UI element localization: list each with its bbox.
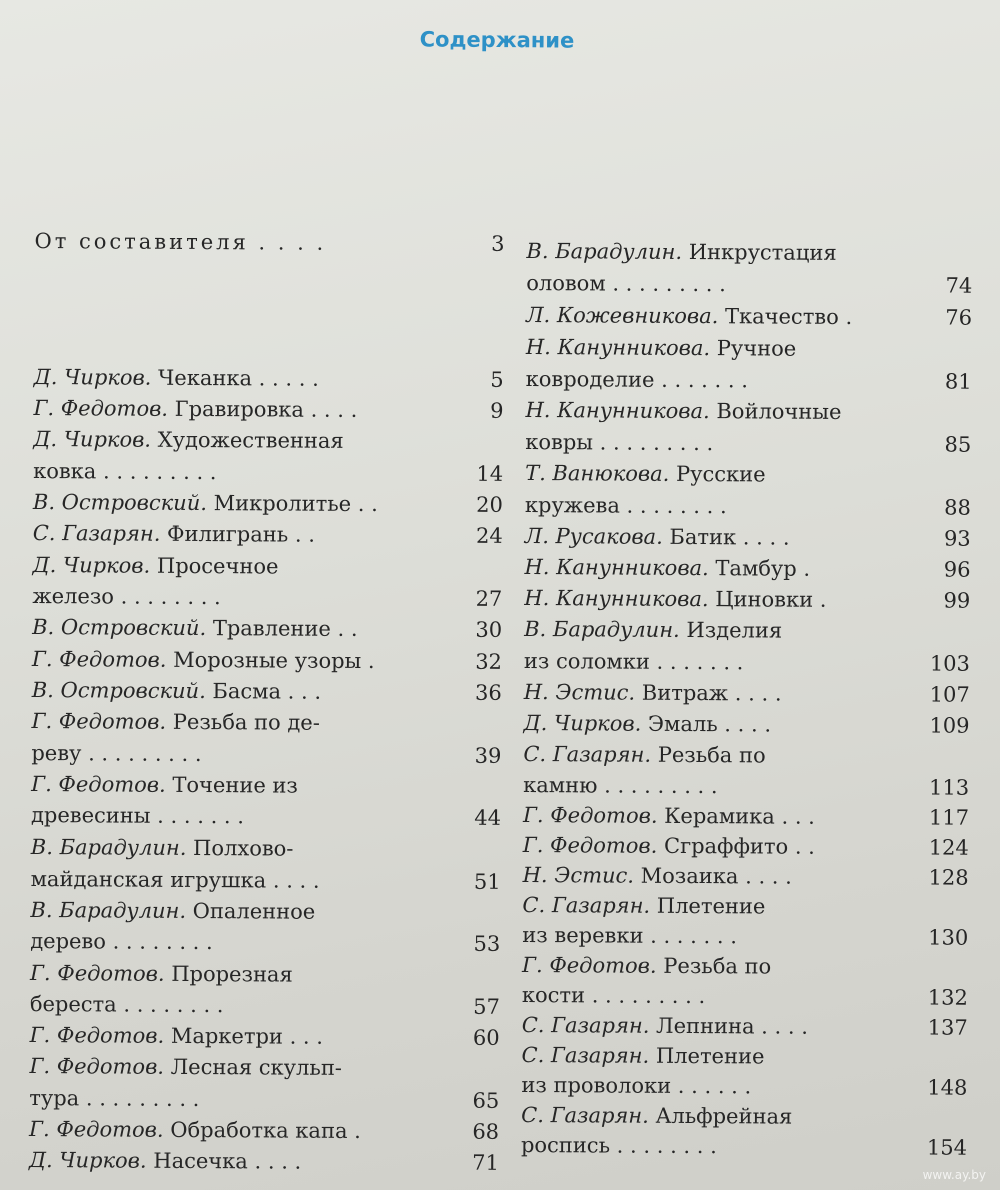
toc-entry xyxy=(29,1145,499,1178)
toc-entry xyxy=(33,487,503,520)
toc-entry-author: Н. Канунникова. xyxy=(524,554,709,581)
toc-entry-title: Художественная xyxy=(150,427,344,453)
toc-entry xyxy=(523,708,969,741)
toc-entry-title: тура . . . . . . . . . xyxy=(29,1085,200,1112)
toc-entry-page-number: 36 xyxy=(474,680,502,705)
toc-entry xyxy=(521,1100,967,1133)
toc-entry-author: Н. Канунникова. xyxy=(525,334,711,361)
toc-entry-page-number: 128 xyxy=(928,865,969,890)
toc-entry-page-number: 88 xyxy=(944,495,971,520)
toc-entry-title: Русские xyxy=(669,461,766,487)
toc-entry xyxy=(30,958,500,991)
toc-entry-author: В. Островский. xyxy=(32,614,207,641)
toc-entry xyxy=(526,332,972,365)
toc-entry-title: Витраж . . . . xyxy=(635,680,782,706)
toc-entry-title: Чеканка . . . . . xyxy=(151,365,319,391)
toc-entry-author: Г. Федотов. xyxy=(29,1053,165,1079)
toc-entry-title: Резьба по xyxy=(650,742,766,768)
toc-entry-page-number: 9 xyxy=(490,398,504,423)
toc-entry-title: Травление . . xyxy=(206,616,358,641)
toc-entry-page-number: 60 xyxy=(472,1025,500,1050)
toc-entry xyxy=(31,738,501,771)
toc-entry-page-number: 137 xyxy=(927,1015,968,1040)
toc-entry-title: Войлочные xyxy=(709,399,842,424)
toc-entry-title: Батик . . . . xyxy=(662,524,790,550)
watermark: www.ay.by xyxy=(922,1168,986,1182)
toc-entry-page-number: 113 xyxy=(929,775,970,800)
toc-entry xyxy=(29,1051,499,1084)
toc-entry-page-number: 5 xyxy=(490,367,504,392)
toc-entry xyxy=(522,890,968,923)
toc-entry-title: Эмаль . . . . xyxy=(641,711,772,737)
toc-entry-author: Л. Кожевникова. xyxy=(526,302,719,329)
toc-entry xyxy=(31,769,501,802)
toc-entry-title: Маркетри . . . xyxy=(164,1023,324,1049)
toc-entry-page-number: 109 xyxy=(929,713,970,738)
toc-entry xyxy=(33,393,503,426)
toc-entry-author: С. Газарян. xyxy=(521,1012,650,1038)
toc-entry-page-number: 103 xyxy=(929,651,971,676)
toc-entry-title: оловом . . . . . . . . . xyxy=(526,270,726,297)
toc-entry xyxy=(29,1083,499,1116)
toc-entry-title: Плетение xyxy=(650,893,766,919)
toc-entry-title: Резьба по xyxy=(656,953,772,979)
toc-entry xyxy=(521,1130,967,1163)
toc-entry-page-number: 96 xyxy=(943,557,971,582)
toc-entry-page-number: 3 xyxy=(491,231,505,256)
toc-entry-page-number: 117 xyxy=(928,805,970,830)
toc-entry-title: Изделия xyxy=(679,617,783,643)
toc-entry xyxy=(30,1020,500,1053)
toc-entry xyxy=(30,989,500,1022)
toc-entry-title: из соломки . . . . . . . xyxy=(523,648,744,675)
toc-entry xyxy=(33,456,503,489)
toc-entry-title: Альфрейная xyxy=(648,1103,793,1129)
toc-entry xyxy=(522,980,968,1013)
toc-entry-title: ковка . . . . . . . . . xyxy=(33,458,217,485)
toc-entry-author: Д. Чирков. xyxy=(33,364,152,390)
toc-entry-author: Н. Эстис. xyxy=(522,862,635,888)
toc-entry-page-number: 53 xyxy=(473,931,501,956)
toc-entry xyxy=(34,226,504,259)
toc-entry xyxy=(33,424,503,457)
toc-entry-title: ковры . . . . . . . . . xyxy=(525,429,714,456)
toc-entry-page-number: 148 xyxy=(927,1075,968,1100)
toc-entry-page-number: 27 xyxy=(475,586,503,611)
toc-entry-title: Точение из xyxy=(165,772,298,798)
toc-entry-author: С. Газарян. xyxy=(32,520,161,546)
toc-entry-title: Лесная скульп- xyxy=(163,1054,343,1080)
toc-entry-title: железо . . . . . . . . xyxy=(32,583,221,610)
toc-entry-title: Циновки . xyxy=(708,587,827,612)
toc-entry-title: Опаленное xyxy=(185,898,316,924)
toc-entry xyxy=(34,362,504,395)
toc-entry-author: В. Островский. xyxy=(32,489,208,516)
toc-entry-page-number: 132 xyxy=(927,985,968,1010)
toc-entry-author: Г. Федотов. xyxy=(522,832,658,858)
toc-entry xyxy=(524,614,970,647)
toc-entry xyxy=(32,612,502,645)
toc-entry xyxy=(524,646,970,679)
toc-entry xyxy=(524,583,970,616)
toc-entry xyxy=(523,739,969,772)
toc-entry-title: камню . . . . . . . . . xyxy=(523,772,718,799)
toc-entry xyxy=(32,581,502,614)
toc-entry-author: В. Барадулин. xyxy=(524,616,680,642)
toc-entry xyxy=(523,830,969,863)
toc-entry-page-number: 85 xyxy=(944,432,972,457)
toc-entry xyxy=(29,1114,499,1147)
toc-entry-page-number: 107 xyxy=(929,682,970,707)
toc-entry-author: Н. Канунникова. xyxy=(524,585,709,612)
toc-entry-page-number: 130 xyxy=(928,925,969,950)
toc-entry-author: Д. Чирков. xyxy=(32,552,151,578)
toc-entry xyxy=(30,926,500,959)
toc-entry-page-number: 99 xyxy=(943,588,971,613)
toc-entry xyxy=(32,644,502,677)
toc-entry-title: кружева . . . . . . . . xyxy=(524,492,727,519)
toc-entry-page-number: 71 xyxy=(472,1150,499,1175)
toc-entry-page-number: 39 xyxy=(474,743,502,768)
toc-entry-title: Сграффито . . xyxy=(657,833,815,859)
toc-entry xyxy=(523,800,969,833)
toc-entry-page-number: 20 xyxy=(476,492,503,517)
toc-entry xyxy=(31,800,501,833)
toc-right-column xyxy=(520,0,974,1160)
toc-entry-title: Полхово- xyxy=(186,835,294,861)
page-title: Содержание xyxy=(419,27,575,53)
toc-entry-page-number: 68 xyxy=(472,1119,500,1144)
toc-entry xyxy=(521,1040,967,1073)
toc-entry-title: Прорезная xyxy=(164,961,293,987)
toc-entry-author: Г. Федотов. xyxy=(522,952,657,978)
toc-entry-page-number: 51 xyxy=(473,869,501,894)
toc-entry-page-number: 154 xyxy=(926,1135,968,1160)
toc-entry xyxy=(32,675,502,708)
toc-entry-title: ковроделие . . . . . . . xyxy=(525,366,749,393)
toc-entry xyxy=(31,864,501,897)
toc-entry-author: Г. Федотов. xyxy=(33,395,169,421)
toc-entry-author: Н. Эстис. xyxy=(523,679,636,705)
toc-entry xyxy=(525,490,971,523)
toc-entry-title: Ручное xyxy=(710,336,797,361)
toc-entry-title: От составителя . . . . xyxy=(34,228,327,255)
toc-entry xyxy=(525,395,971,428)
toc-entry xyxy=(522,950,968,983)
toc-entry-title: Ткачество . xyxy=(718,304,853,329)
toc-entry xyxy=(526,364,972,397)
toc-entry-title: древесины . . . . . . . xyxy=(30,802,245,829)
toc-entry-author: Г. Федотов. xyxy=(31,771,166,797)
toc-entry-title: дерево . . . . . . . . xyxy=(30,928,213,955)
toc-entry-page-number: 65 xyxy=(472,1088,500,1113)
toc-entry-author: Г. Федотов. xyxy=(29,1022,165,1048)
toc-entry-author: Г. Федотов. xyxy=(31,708,167,734)
toc-entry-title: Гравировка . . . . xyxy=(167,396,358,422)
toc-entry-title: Микролитье . . xyxy=(206,491,378,517)
toc-entry-author: Г. Федотов. xyxy=(29,1116,164,1142)
toc-entry-title: Резьба по де- xyxy=(166,709,320,735)
toc-entry-author: В. Барадулин. xyxy=(526,238,683,264)
toc-entry-title: Плетение xyxy=(649,1043,765,1069)
toc-entry xyxy=(526,236,972,269)
toc-entry-page-number: 57 xyxy=(473,994,500,1019)
toc-entry-page-number: 124 xyxy=(928,835,969,860)
toc-entry-author: Г. Федотов. xyxy=(31,646,167,672)
toc-entry-title: реву . . . . . . . . . xyxy=(31,740,202,767)
toc-entry xyxy=(31,832,501,865)
toc-entry-title: Просечное xyxy=(150,553,279,579)
toc-entry-page-number: 81 xyxy=(944,369,972,394)
toc-entry-page-number: 30 xyxy=(475,617,503,642)
toc-entry-title: Филигрань . . xyxy=(160,521,316,547)
toc-entry xyxy=(526,268,972,301)
toc-entry-title: Морозные узоры . xyxy=(166,647,375,674)
toc-entry-title: Обработка капа . xyxy=(163,1117,361,1144)
toc-entry-author: В. Островский. xyxy=(31,677,206,704)
toc-entry-page-number: 44 xyxy=(474,805,502,830)
toc-entry-title: майданская игрушка . . . . xyxy=(30,866,320,893)
toc-entry-title: Инкрустация xyxy=(681,239,837,265)
toc-entry-author: Н. Канунникова. xyxy=(525,397,710,424)
toc-entry-author: С. Газарян. xyxy=(521,1102,649,1128)
toc-entry-page-number: 32 xyxy=(475,649,503,674)
toc-entry-title: Лепнина . . . . xyxy=(649,1013,809,1039)
toc-entry xyxy=(524,677,970,710)
toc-entry-author: В. Барадулин. xyxy=(30,834,187,860)
toc-entry-author: С. Газарян. xyxy=(523,741,652,767)
toc-entry-title: кости . . . . . . . . . xyxy=(521,982,706,1009)
toc-entry-author: Д. Чирков. xyxy=(33,426,152,452)
toc-entry xyxy=(522,1010,968,1043)
toc-entry-author: Г. Федотов. xyxy=(29,960,165,986)
toc-entry xyxy=(525,427,971,460)
toc-entry-author: В. Барадулин. xyxy=(30,897,187,923)
toc-entry xyxy=(32,550,502,583)
toc-entry xyxy=(32,706,502,739)
toc-entry-title: Мозаика . . . . xyxy=(633,863,792,889)
toc-entry-page-number: 24 xyxy=(475,523,503,548)
toc-entry-page-number: 14 xyxy=(476,461,504,486)
toc-entry xyxy=(525,458,971,491)
toc-entry-author: Л. Русакова. xyxy=(524,523,663,549)
toc-entry xyxy=(33,518,503,551)
toc-entry xyxy=(526,300,972,333)
toc-entry xyxy=(525,521,971,554)
toc-entry-author: Т. Ванюкова. xyxy=(525,460,670,486)
toc-entry-title: из веревки . . . . . . . xyxy=(522,922,738,949)
toc-entry-title: из проволоки . . . . . . xyxy=(521,1072,752,1099)
toc-entry-title: береста . . . . . . . . xyxy=(29,991,224,1018)
toc-entry xyxy=(523,860,969,893)
toc-entry-title: Насечка . . . . xyxy=(146,1148,302,1174)
toc-entry-author: Г. Федотов. xyxy=(522,802,658,828)
toc-entry xyxy=(30,895,500,928)
toc-entry-title: Басма . . . xyxy=(205,679,322,704)
toc-entry-page-number: 74 xyxy=(945,273,973,298)
toc-entry-author: Д. Чирков. xyxy=(28,1147,147,1173)
toc-entry xyxy=(521,1070,967,1103)
toc-entry-page-number: 93 xyxy=(943,526,971,551)
toc-entry-author: С. Газарян. xyxy=(521,1042,650,1068)
toc-entry-author: Д. Чирков. xyxy=(523,710,642,736)
toc-entry xyxy=(523,770,969,803)
toc-entry-title: Керамика . . . xyxy=(657,803,815,829)
toc-entry xyxy=(522,920,968,953)
toc-entry-title: роспись . . . . . . . . xyxy=(520,1132,717,1159)
toc-entry xyxy=(524,552,970,585)
toc-entry-title: Тамбур . xyxy=(708,556,811,581)
toc-entry-page-number: 76 xyxy=(945,305,973,330)
toc-entry-author: С. Газарян. xyxy=(522,892,651,918)
